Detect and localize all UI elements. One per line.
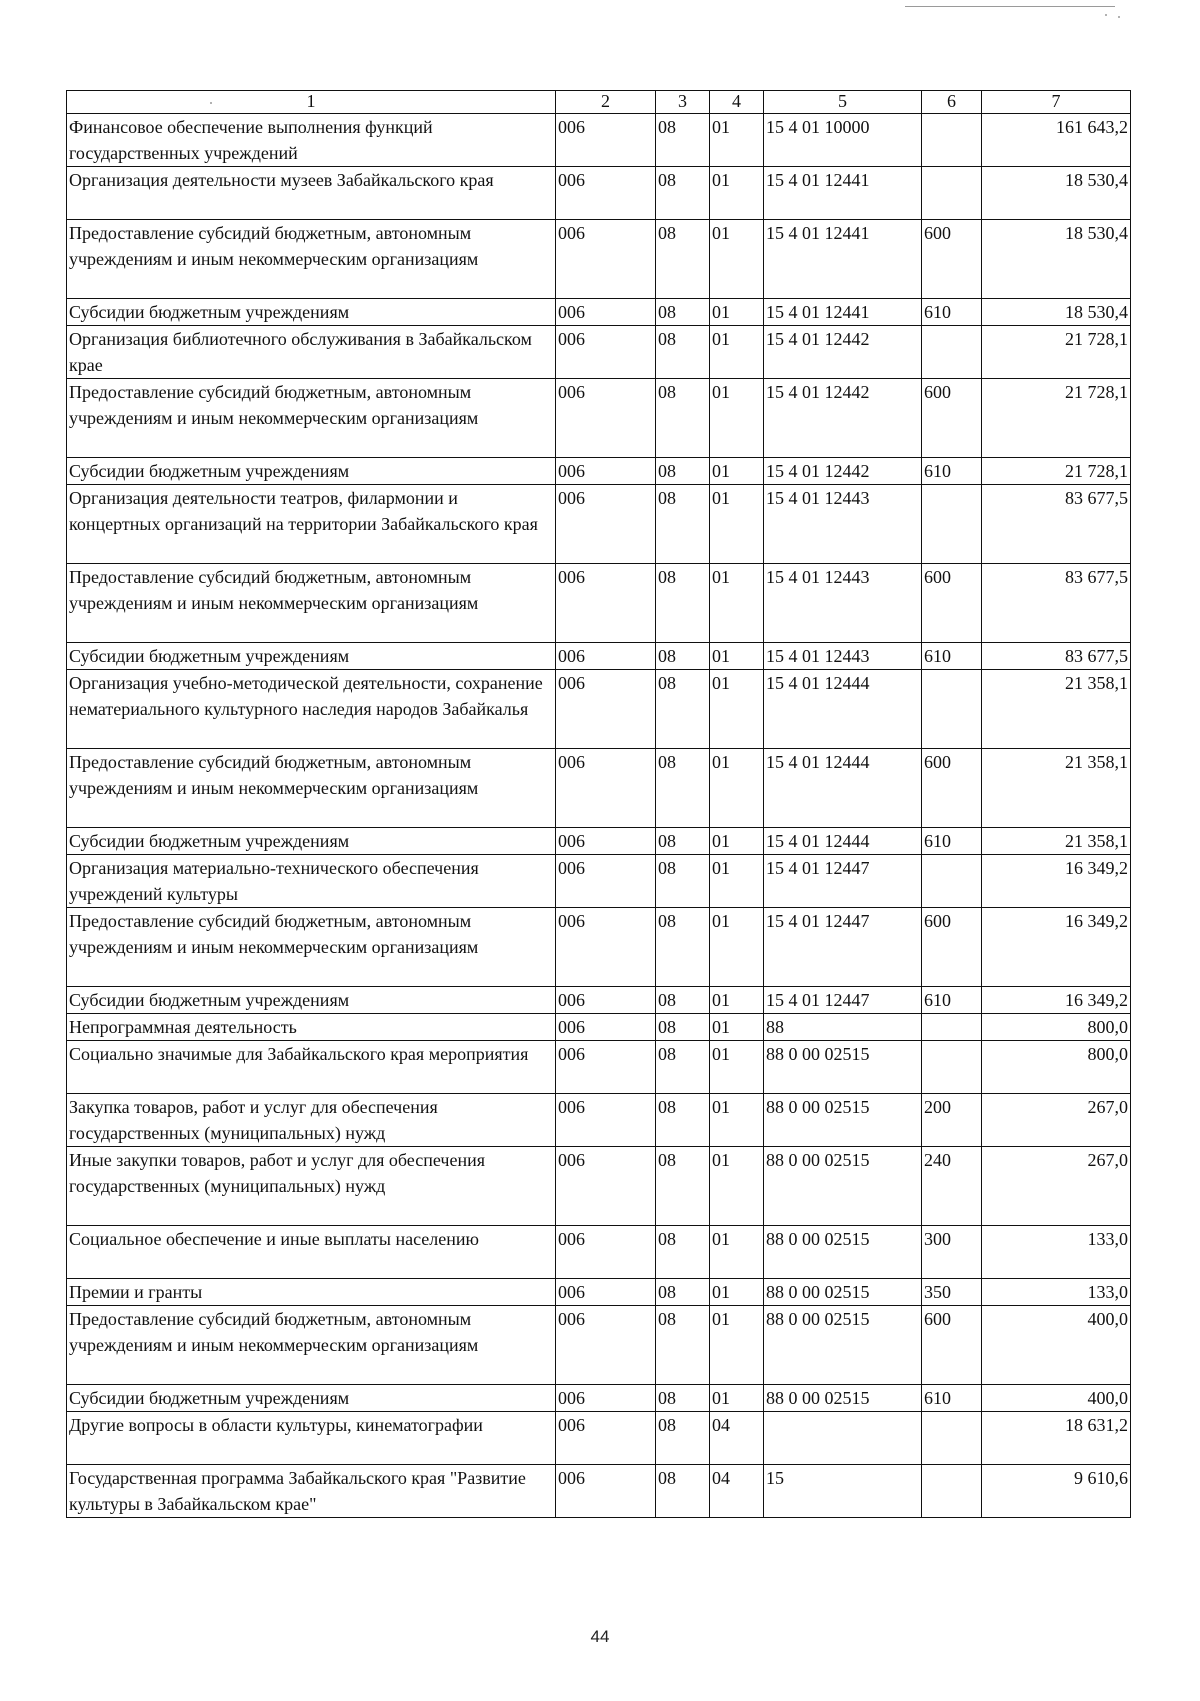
section-code-cell: 08 (656, 114, 710, 167)
subsection-code-cell: 01 (710, 167, 764, 220)
ministry-code-cell: 006 (556, 167, 656, 220)
row-name-cell: Социальное обеспечение и иные выплаты населению (67, 1226, 556, 1279)
ministry-code-cell: 006 (556, 643, 656, 670)
ministry-code-cell: 006 (556, 1412, 656, 1465)
expense-type-cell: 350 (922, 1279, 982, 1306)
subsection-code-cell: 01 (710, 326, 764, 379)
row-name-cell: Иные закупки товаров, работ и услуг для обеспечения государственных (муниципальных) нужд (67, 1147, 556, 1226)
ministry-code-cell: 006 (556, 1306, 656, 1385)
expense-type-cell: 600 (922, 220, 982, 299)
subsection-code-cell: 01 (710, 749, 764, 828)
subsection-code-cell: 04 (710, 1412, 764, 1465)
section-code-cell: 08 (656, 379, 710, 458)
amount-cell: 83 677,5 (982, 564, 1131, 643)
subsection-code-cell: 01 (710, 299, 764, 326)
row-name-cell: Организация библиотечного обслуживания в Забайкальском крае (67, 326, 556, 379)
target-article-cell: 88 0 00 02515 (764, 1147, 922, 1226)
row-name-cell: Субсидии бюджетным учреждениям (67, 458, 556, 485)
table-row (67, 828, 1131, 855)
ministry-code-cell: 006 (556, 749, 656, 828)
row-name-cell: Организация деятельности театров, филармонии и концертных организаций на территории Забайкальского края (67, 485, 556, 564)
target-article-cell: 88 (764, 1014, 922, 1041)
table-row (67, 220, 1131, 299)
subsection-code-cell: 01 (710, 1147, 764, 1226)
amount-cell: 21 358,1 (982, 749, 1131, 828)
expense-type-cell (922, 326, 982, 379)
amount-cell: 400,0 (982, 1306, 1131, 1385)
target-article-cell: 15 4 01 12443 (764, 643, 922, 670)
section-code-cell: 08 (656, 167, 710, 220)
row-name-cell: Предоставление субсидий бюджетным, автономным учреждениям и иным некоммерческим организациям (67, 564, 556, 643)
table-row (67, 114, 1131, 167)
amount-cell: 83 677,5 (982, 643, 1131, 670)
table-row (67, 855, 1131, 908)
ministry-code-cell: 006 (556, 458, 656, 485)
subsection-code-cell: 01 (710, 1014, 764, 1041)
amount-cell: 133,0 (982, 1226, 1131, 1279)
row-name-cell: Другие вопросы в области культуры, кинематографии (67, 1412, 556, 1465)
column-header: 5 (764, 91, 922, 114)
target-article-cell: 15 4 01 12441 (764, 167, 922, 220)
table-row (67, 379, 1131, 458)
expense-type-cell (922, 1465, 982, 1518)
amount-cell: 133,0 (982, 1279, 1131, 1306)
section-code-cell: 08 (656, 1279, 710, 1306)
ministry-code-cell: 006 (556, 1226, 656, 1279)
table-row (67, 908, 1131, 987)
section-code-cell: 08 (656, 987, 710, 1014)
table-row (67, 670, 1131, 749)
section-code-cell: 08 (656, 1094, 710, 1147)
section-code-cell: 08 (656, 1014, 710, 1041)
expense-type-cell: 610 (922, 987, 982, 1014)
subsection-code-cell: 01 (710, 458, 764, 485)
table-row (67, 1306, 1131, 1385)
table-header-row (67, 91, 1131, 114)
ministry-code-cell: 006 (556, 379, 656, 458)
amount-cell: 267,0 (982, 1147, 1131, 1226)
amount-cell: 16 349,2 (982, 908, 1131, 987)
expense-type-cell: 610 (922, 643, 982, 670)
table-row (67, 1465, 1131, 1518)
target-article-cell: 88 0 00 02515 (764, 1094, 922, 1147)
amount-cell: 21 358,1 (982, 828, 1131, 855)
amount-cell: 21 728,1 (982, 326, 1131, 379)
section-code-cell: 08 (656, 1147, 710, 1226)
amount-cell: 161 643,2 (982, 114, 1131, 167)
amount-cell: 800,0 (982, 1014, 1131, 1041)
ministry-code-cell: 006 (556, 1385, 656, 1412)
expense-type-cell (922, 1412, 982, 1465)
expense-type-cell (922, 167, 982, 220)
target-article-cell: 15 4 01 12443 (764, 564, 922, 643)
target-article-cell: 15 4 01 12447 (764, 855, 922, 908)
subsection-code-cell: 01 (710, 1385, 764, 1412)
target-article-cell: 88 0 00 02515 (764, 1306, 922, 1385)
expense-type-cell (922, 670, 982, 749)
ministry-code-cell: 006 (556, 908, 656, 987)
ministry-code-cell: 006 (556, 1014, 656, 1041)
target-article-cell: 15 4 01 12447 (764, 908, 922, 987)
expense-type-cell: 300 (922, 1226, 982, 1279)
amount-cell: 21 728,1 (982, 379, 1131, 458)
section-code-cell: 08 (656, 299, 710, 326)
subsection-code-cell: 01 (710, 114, 764, 167)
ministry-code-cell: 006 (556, 1041, 656, 1094)
column-header: 3 (656, 91, 710, 114)
section-code-cell: 08 (656, 1226, 710, 1279)
row-name-cell: Финансовое обеспечение выполнения функций государственных учреждений (67, 114, 556, 167)
section-code-cell: 08 (656, 220, 710, 299)
target-article-cell: 15 (764, 1465, 922, 1518)
expense-type-cell: 240 (922, 1147, 982, 1226)
table-row (67, 1014, 1131, 1041)
ministry-code-cell: 006 (556, 1147, 656, 1226)
expense-type-cell (922, 855, 982, 908)
row-name-cell: Субсидии бюджетным учреждениям (67, 987, 556, 1014)
row-name-cell: Предоставление субсидий бюджетным, автономным учреждениям и иным некоммерческим организациям (67, 379, 556, 458)
table-row (67, 564, 1131, 643)
row-name-cell: Социально значимые для Забайкальского края мероприятия (67, 1041, 556, 1094)
target-article-cell: 15 4 01 12441 (764, 299, 922, 326)
table-row (67, 1412, 1131, 1465)
subsection-code-cell: 01 (710, 564, 764, 643)
target-article-cell: 15 4 01 10000 (764, 114, 922, 167)
expense-type-cell: 610 (922, 828, 982, 855)
table-row (67, 326, 1131, 379)
section-code-cell: 08 (656, 1465, 710, 1518)
target-article-cell: 15 4 01 12442 (764, 379, 922, 458)
ministry-code-cell: 006 (556, 220, 656, 299)
target-article-cell: 15 4 01 12443 (764, 485, 922, 564)
expense-type-cell: 200 (922, 1094, 982, 1147)
subsection-code-cell: 01 (710, 220, 764, 299)
amount-cell: 800,0 (982, 1041, 1131, 1094)
section-code-cell: 08 (656, 828, 710, 855)
subsection-code-cell: 01 (710, 1279, 764, 1306)
expense-type-cell (922, 485, 982, 564)
ministry-code-cell: 006 (556, 987, 656, 1014)
subsection-code-cell: 01 (710, 828, 764, 855)
target-article-cell: 88 0 00 02515 (764, 1279, 922, 1306)
table-row (67, 458, 1131, 485)
amount-cell: 21 358,1 (982, 670, 1131, 749)
amount-cell: 18 530,4 (982, 167, 1131, 220)
row-name-cell: Субсидии бюджетным учреждениям (67, 299, 556, 326)
row-name-cell: Непрограммная деятельность (67, 1014, 556, 1041)
ministry-code-cell: 006 (556, 564, 656, 643)
ministry-code-cell: 006 (556, 299, 656, 326)
row-name-cell: Премии и гранты (67, 1279, 556, 1306)
expense-type-cell (922, 1041, 982, 1094)
amount-cell: 18 530,4 (982, 299, 1131, 326)
table-row (67, 1094, 1131, 1147)
expense-type-cell: 600 (922, 564, 982, 643)
column-header: 7 (982, 91, 1131, 114)
section-code-cell: 08 (656, 326, 710, 379)
scan-top-line (905, 6, 1115, 7)
row-name-cell: Государственная программа Забайкальского края "Развитие культуры в Забайкальском крае" (67, 1465, 556, 1518)
subsection-code-cell: 01 (710, 1041, 764, 1094)
subsection-code-cell: 01 (710, 1226, 764, 1279)
table-row (67, 643, 1131, 670)
section-code-cell: 08 (656, 485, 710, 564)
column-header: 2 (556, 91, 656, 114)
amount-cell: 18 631,2 (982, 1412, 1131, 1465)
expense-type-cell: 600 (922, 749, 982, 828)
target-article-cell: 15 4 01 12442 (764, 458, 922, 485)
row-name-cell: Предоставление субсидий бюджетным, автономным учреждениям и иным некоммерческим организациям (67, 749, 556, 828)
section-code-cell: 08 (656, 1385, 710, 1412)
expense-type-cell: 600 (922, 379, 982, 458)
section-code-cell: 08 (656, 458, 710, 485)
section-code-cell: 08 (656, 1041, 710, 1094)
row-name-cell: Закупка товаров, работ и услуг для обеспечения государственных (муниципальных) нужд (67, 1094, 556, 1147)
column-header: 6 (922, 91, 982, 114)
section-code-cell: 08 (656, 855, 710, 908)
target-article-cell: 88 0 00 02515 (764, 1226, 922, 1279)
ministry-code-cell: 006 (556, 670, 656, 749)
ministry-code-cell: 006 (556, 828, 656, 855)
amount-cell: 9 610,6 (982, 1465, 1131, 1518)
ministry-code-cell: 006 (556, 855, 656, 908)
section-code-cell: 08 (656, 643, 710, 670)
page-number: 44 (590, 1627, 610, 1646)
expense-type-cell (922, 1014, 982, 1041)
row-name-cell: Субсидии бюджетным учреждениям (67, 643, 556, 670)
ministry-code-cell: 006 (556, 326, 656, 379)
scan-speck (1105, 14, 1107, 16)
row-name-cell: Организация учебно-методической деятельности, сохранение нематериального культурного наследия народов Забайкалья (67, 670, 556, 749)
subsection-code-cell: 01 (710, 379, 764, 458)
subsection-code-cell: 04 (710, 1465, 764, 1518)
ministry-code-cell: 006 (556, 1279, 656, 1306)
subsection-code-cell: 01 (710, 670, 764, 749)
target-article-cell: 88 0 00 02515 (764, 1385, 922, 1412)
expense-type-cell: 610 (922, 1385, 982, 1412)
subsection-code-cell: 01 (710, 1094, 764, 1147)
target-article-cell: 15 4 01 12441 (764, 220, 922, 299)
subsection-code-cell: 01 (710, 855, 764, 908)
table-row (67, 1385, 1131, 1412)
expense-type-cell: 610 (922, 458, 982, 485)
row-name-cell: Предоставление субсидий бюджетным, автономным учреждениям и иным некоммерческим организациям (67, 1306, 556, 1385)
target-article-cell: 88 0 00 02515 (764, 1041, 922, 1094)
subsection-code-cell: 01 (710, 987, 764, 1014)
target-article-cell (764, 1412, 922, 1465)
section-code-cell: 08 (656, 749, 710, 828)
table-row (67, 1147, 1131, 1226)
target-article-cell: 15 4 01 12447 (764, 987, 922, 1014)
section-code-cell: 08 (656, 1306, 710, 1385)
ministry-code-cell: 006 (556, 1094, 656, 1147)
section-code-cell: 08 (656, 908, 710, 987)
row-name-cell: Субсидии бюджетным учреждениям (67, 1385, 556, 1412)
budget-table (66, 90, 1131, 1518)
section-code-cell: 08 (656, 670, 710, 749)
target-article-cell: 15 4 01 12444 (764, 670, 922, 749)
amount-cell: 83 677,5 (982, 485, 1131, 564)
ministry-code-cell: 006 (556, 1465, 656, 1518)
amount-cell: 267,0 (982, 1094, 1131, 1147)
row-name-cell: Субсидии бюджетным учреждениям (67, 828, 556, 855)
amount-cell: 400,0 (982, 1385, 1131, 1412)
amount-cell: 16 349,2 (982, 855, 1131, 908)
target-article-cell: 15 4 01 12442 (764, 326, 922, 379)
expense-type-cell: 600 (922, 908, 982, 987)
column-header: 4 (710, 91, 764, 114)
table-row (67, 1279, 1131, 1306)
ministry-code-cell: 006 (556, 114, 656, 167)
table-row (67, 1041, 1131, 1094)
target-article-cell: 15 4 01 12444 (764, 828, 922, 855)
amount-cell: 16 349,2 (982, 987, 1131, 1014)
target-article-cell: 15 4 01 12444 (764, 749, 922, 828)
expense-type-cell: 600 (922, 1306, 982, 1385)
amount-cell: 18 530,4 (982, 220, 1131, 299)
section-code-cell: 08 (656, 1412, 710, 1465)
subsection-code-cell: 01 (710, 1306, 764, 1385)
scan-speck (1118, 16, 1120, 18)
subsection-code-cell: 01 (710, 485, 764, 564)
expense-type-cell: 610 (922, 299, 982, 326)
subsection-code-cell: 01 (710, 908, 764, 987)
row-name-cell: Организация материально-технического обеспечения учреждений культуры (67, 855, 556, 908)
column-header: 1 (67, 91, 556, 114)
table-row (67, 1226, 1131, 1279)
table-row (67, 485, 1131, 564)
section-code-cell: 08 (656, 564, 710, 643)
subsection-code-cell: 01 (710, 643, 764, 670)
amount-cell: 21 728,1 (982, 458, 1131, 485)
row-name-cell: Предоставление субсидий бюджетным, автономным учреждениям и иным некоммерческим организациям (67, 908, 556, 987)
table-row (67, 749, 1131, 828)
table-row (67, 167, 1131, 220)
table-row (67, 987, 1131, 1014)
row-name-cell: Предоставление субсидий бюджетным, автономным учреждениям и иным некоммерческим организациям (67, 220, 556, 299)
ministry-code-cell: 006 (556, 485, 656, 564)
table-row (67, 299, 1131, 326)
row-name-cell: Организация деятельности музеев Забайкальского края (67, 167, 556, 220)
expense-type-cell (922, 114, 982, 167)
